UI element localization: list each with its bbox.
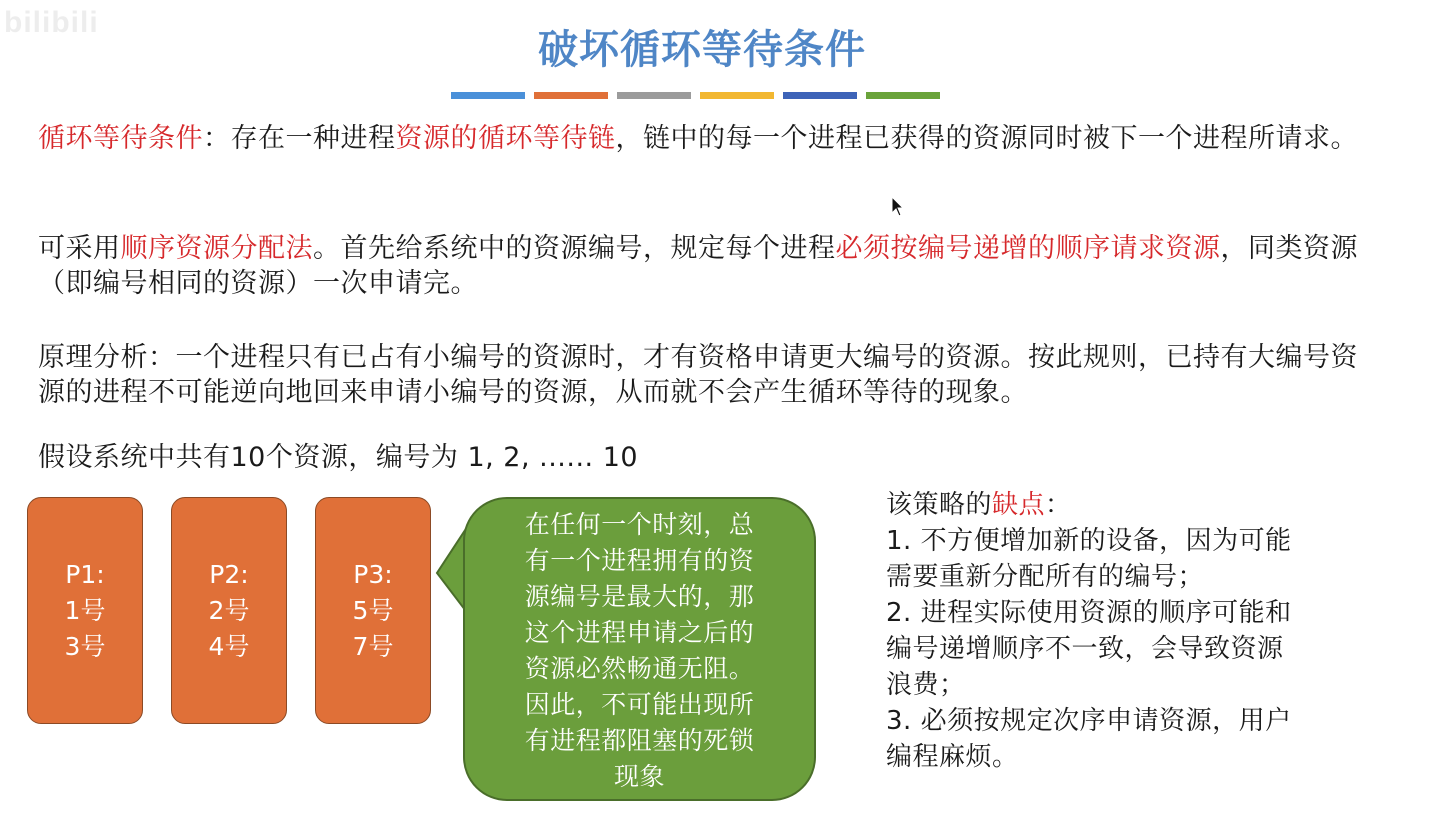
method-text-c: ，同类资源（即编号相同的资源）一次申请完。 — [38, 233, 1358, 299]
drawback-line: 编程麻烦。 — [886, 742, 1019, 772]
drawback-line: 3. 必须按规定次序申请资源，用户 — [886, 706, 1292, 736]
process-name: P2: — [209, 559, 249, 589]
color-strip-green — [866, 92, 940, 99]
definition-text-b: ，链中的每一个进程已获得的资源同时被下一个进程所请求。 — [615, 123, 1358, 154]
process-box-p3 — [315, 497, 431, 724]
color-strip-blue — [451, 92, 525, 99]
callout-line: 有进程都阻塞的死锁 — [524, 726, 755, 755]
drawbacks-heading-highlight: 缺点 — [992, 490, 1046, 520]
drawbacks-heading-a: 该策略的 — [886, 490, 993, 520]
callout-line: 因此，不可能出现所 — [524, 690, 755, 719]
color-strip-gray — [617, 92, 691, 99]
callout-bubble — [463, 497, 816, 801]
process-box-p2 — [171, 497, 287, 724]
process-resource: 3号 — [64, 631, 106, 661]
callout-line: 这个进程申请之后的 — [524, 618, 755, 647]
drawbacks-heading-b: ： — [1045, 490, 1072, 520]
drawback-line: 1. 不方便增加新的设备，因为可能 — [886, 526, 1292, 556]
color-strip-darkblue — [783, 92, 857, 99]
callout-line: 资源必然畅通无阻。 — [524, 654, 755, 683]
process-box-p1 — [27, 497, 143, 724]
callout-line: 有一个进程拥有的资 — [524, 546, 755, 575]
process-resource: 5号 — [352, 595, 394, 625]
method-highlight-a: 顺序资源分配法 — [120, 233, 313, 264]
definition-term: 循环等待条件 — [38, 123, 203, 154]
bilibili-watermark: bilibili — [4, 6, 99, 39]
callout-line: 现象 — [613, 762, 665, 791]
color-strip-yellow — [700, 92, 774, 99]
process-resource: 7号 — [352, 631, 394, 661]
drawbacks-list — [886, 487, 1356, 775]
method-paragraph — [38, 231, 1368, 301]
drawback-line: 浪费； — [886, 670, 966, 700]
definition-paragraph — [38, 121, 1368, 156]
mouse-cursor-icon — [891, 196, 905, 218]
drawback-line: 编号递增顺序不一致，会导致资源 — [886, 634, 1284, 664]
slide-title: 破坏循环等待条件 — [538, 27, 866, 73]
method-text-a: 可采用 — [38, 233, 121, 264]
process-name: P1: — [65, 559, 105, 589]
process-resource: 1号 — [64, 595, 106, 625]
definition-text-a: ：存在一种进程 — [203, 123, 396, 154]
process-resource: 2号 — [208, 595, 250, 625]
callout-line: 源编号是最大的，那 — [524, 582, 755, 611]
drawbacks-heading — [886, 487, 1356, 523]
definition-highlight: 资源的循环等待链 — [395, 123, 616, 154]
title-color-bar — [451, 92, 940, 99]
method-text-b: 。首先给系统中的资源编号，规定每个进程 — [313, 233, 836, 264]
method-highlight-b: 必须按编号递增的顺序请求资源 — [835, 233, 1221, 264]
process-resource: 4号 — [208, 631, 250, 661]
assumption-paragraph: 假设系统中共有10个资源，编号为 1, 2, ...... 10 — [38, 442, 639, 473]
callout-line: 在任何一个时刻，总 — [524, 510, 755, 539]
analysis-paragraph: 原理分析：一个进程只有已占有小编号的资源时，才有资格申请更大编号的资源。按此规则，已持有大编号资源的进程不可能逆向地回来申请小编号的资源，从而就不会产生循环等待的现象。 — [38, 342, 1358, 408]
color-strip-orange — [534, 92, 608, 99]
drawback-line: 需要重新分配所有的编号； — [886, 562, 1205, 592]
process-name: P3: — [353, 559, 393, 589]
drawback-line: 2. 进程实际使用资源的顺序可能和 — [886, 598, 1292, 628]
